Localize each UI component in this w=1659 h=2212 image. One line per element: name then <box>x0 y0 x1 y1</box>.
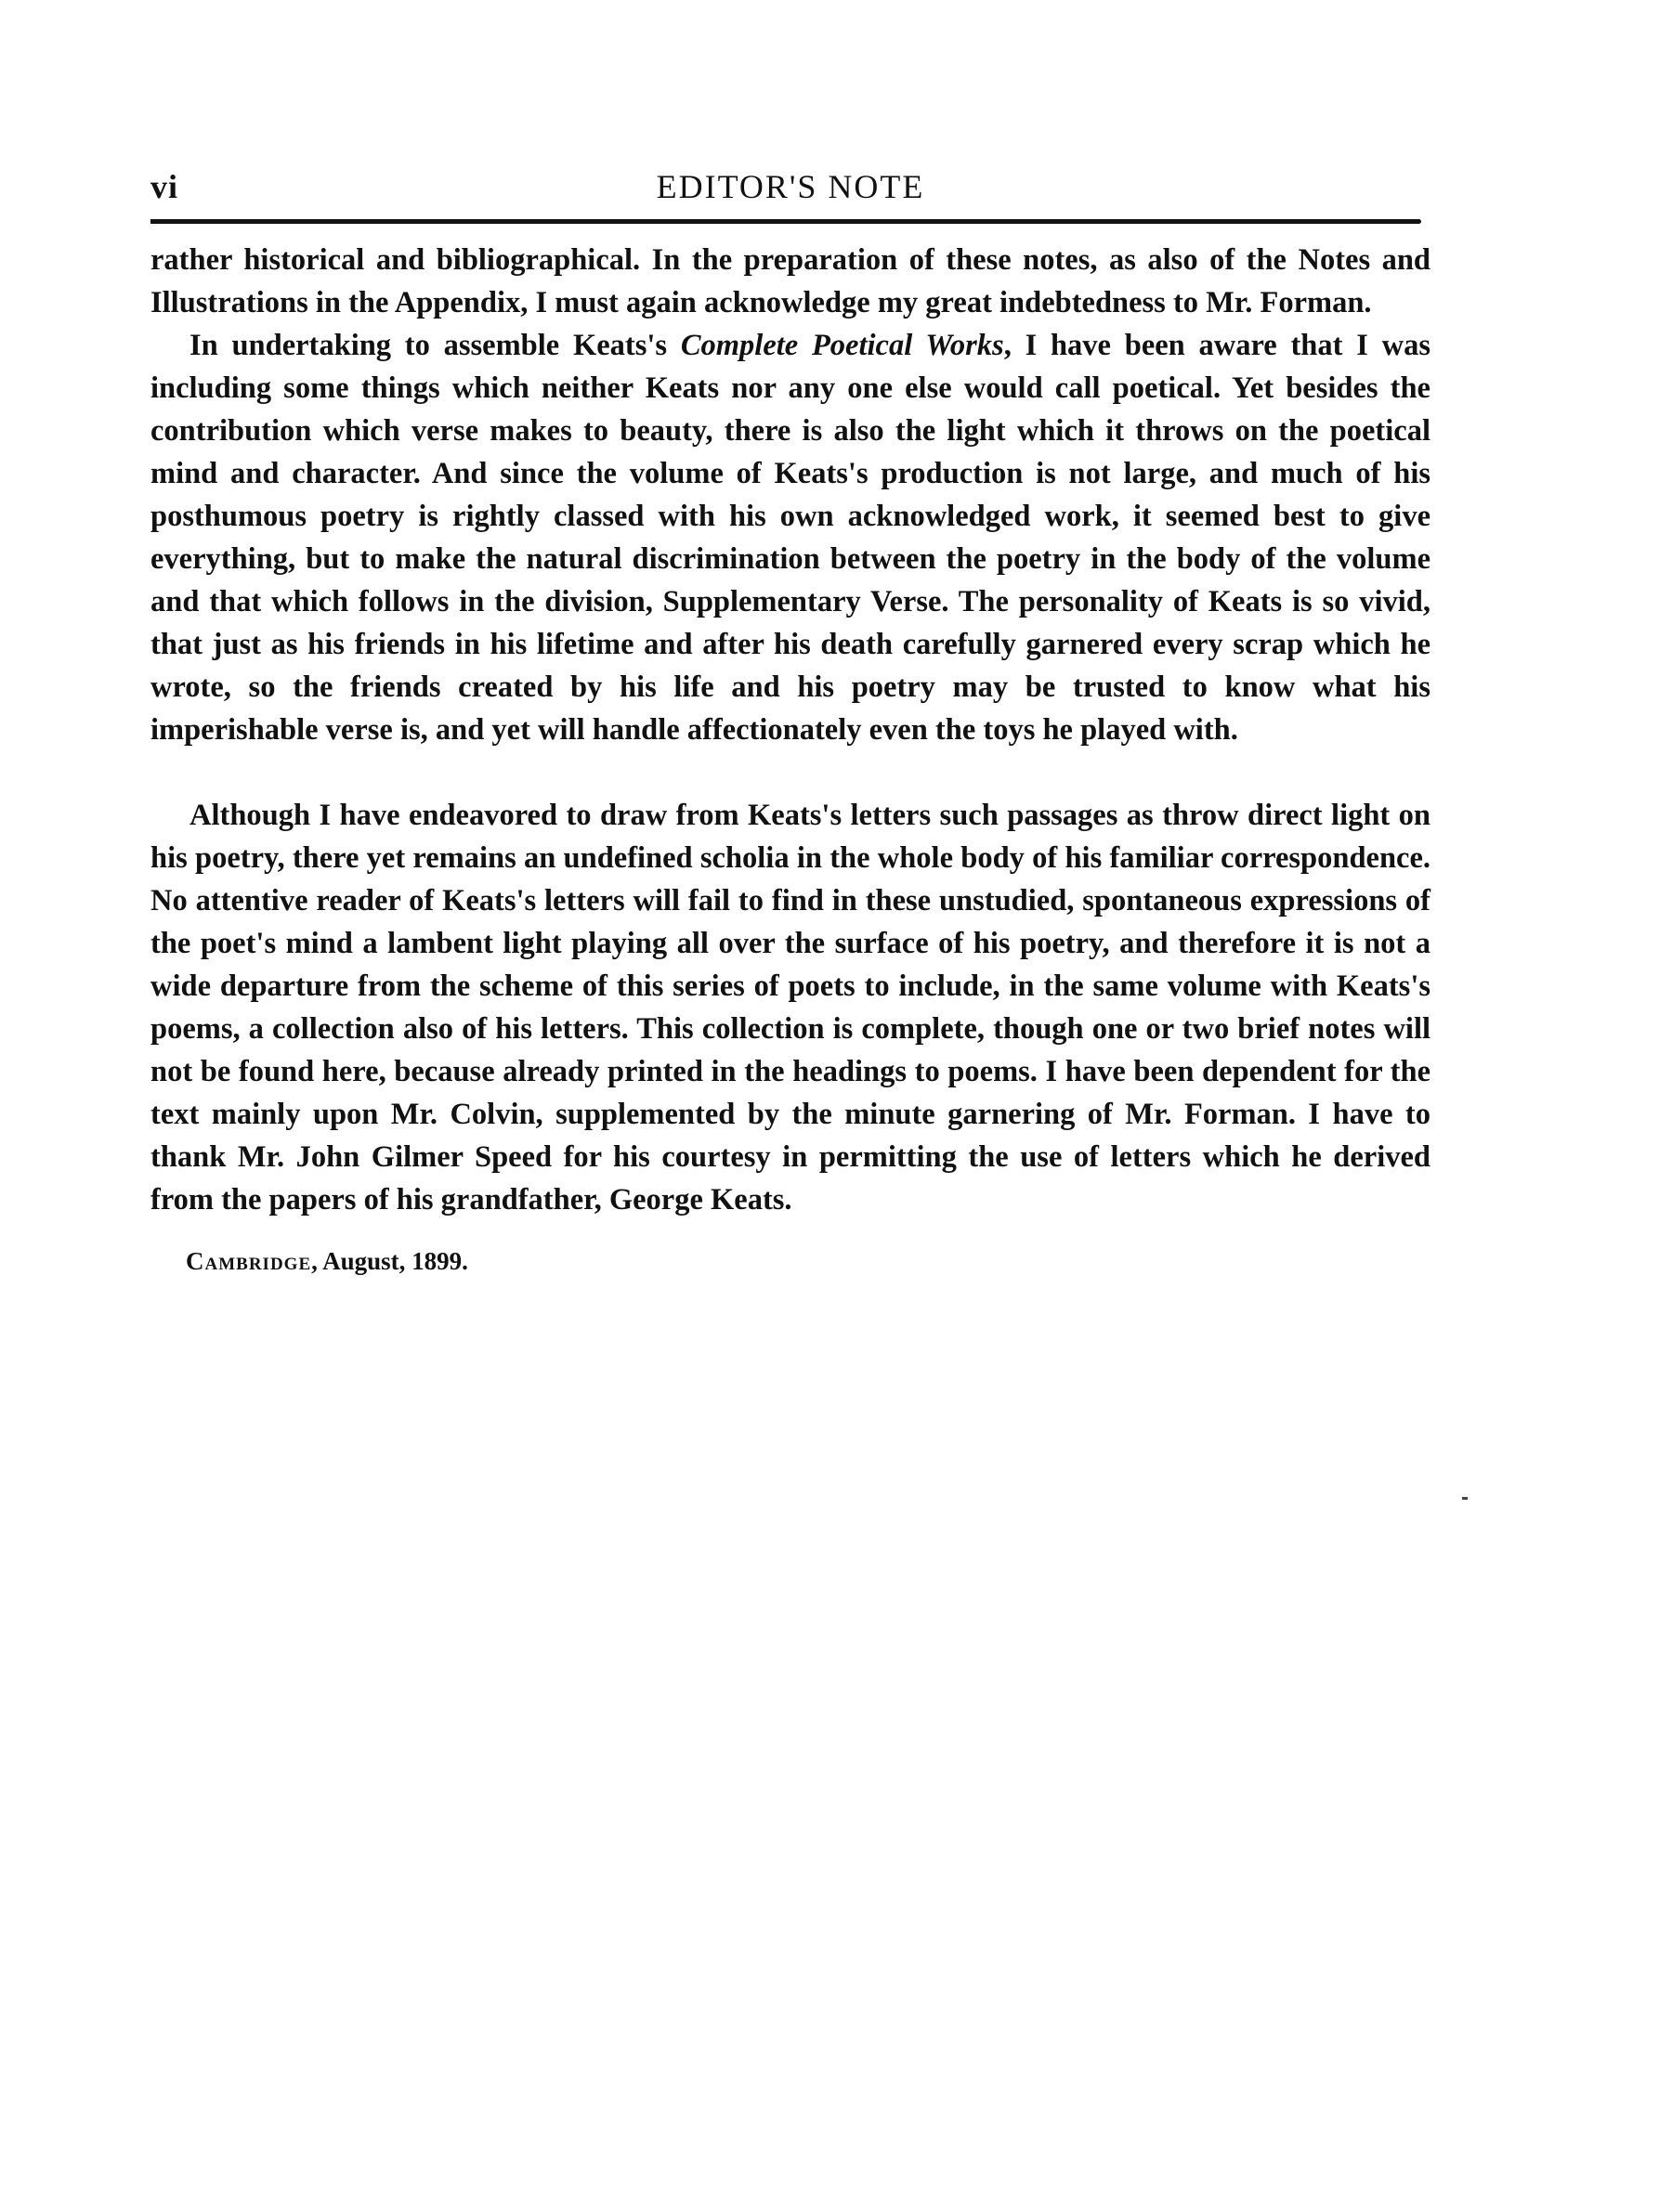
signoff-comma: , <box>311 1247 323 1275</box>
running-title: EDITOR'S NOTE <box>656 168 925 205</box>
body-text <box>150 239 1430 1221</box>
paragraph-complete-works <box>150 324 1430 751</box>
ink-speck <box>1462 1497 1468 1500</box>
book-page <box>150 167 1430 1276</box>
paragraph-letters: Although I have endeavored to draw from Keats's letters such passages as throw direct light on his poetry, there yet remains an undefined scholia in the whole body of his familiar correspondence. No attentive reader of Keats's letters will fail to find in these unstudied, spontaneous expressions of the poet's mind a lambent light playing all over the surface of his poetry, and therefore it is not a wide departure from the scheme of this series of poets to include, in the same volume with Keats's poems, a collection also of his letters. This collection is complete, though one or two brief notes will not be found here, because already printed in the headings to poems. I have been dependent for the text mainly upon Mr. Colvin, supplemented by the minute garnering of Mr. Forman. I have to thank Mr. John Gilmer Speed for his courtesy in permitting the use of letters which he derived from the papers of his grandfather, George Keats. <box>150 799 1430 1217</box>
running-head <box>150 167 1430 214</box>
paragraph-text-after-title: , I have been aware that I was including some things which neither Keats nor any one else would call poetical. Yet besides the contribution which verse makes to beauty, there is also the light which it throws on the poetical mind and character. And since the volume of Keats's production is not large, and much of his posthumous poetry is rightly classed with his own acknowledged work, it seemed best to give everything, but to make the natural discrimination between the poetry in the body of the volume and that which follows in the division, Supplementary Verse. The personality of Keats is so vivid, that just as his friends in his lifetime and after his death carefully garnered every scrap which he wrote, so the friends created by his life and his poetry may be trusted to know what his imperishable verse is, and yet will handle affectionately even the toys he played with. <box>150 329 1430 747</box>
paragraph-text-before-title: In undertaking to assemble Keats's <box>189 329 681 362</box>
header-rule <box>150 219 1421 224</box>
book-title: Complete Poetical Works <box>680 329 1004 362</box>
signoff-place: Cambridge <box>186 1247 312 1275</box>
paragraph-continued: rather historical and bibliographical. In the preparation of these notes, as also of the Notes and Illustrations in the Appendix, I must again acknowledge my great indebtedness to Mr. Forman. <box>150 243 1430 319</box>
page-number: vi <box>150 168 179 205</box>
signoff-date: August, 1899. <box>322 1247 468 1275</box>
signoff <box>186 1247 1430 1276</box>
